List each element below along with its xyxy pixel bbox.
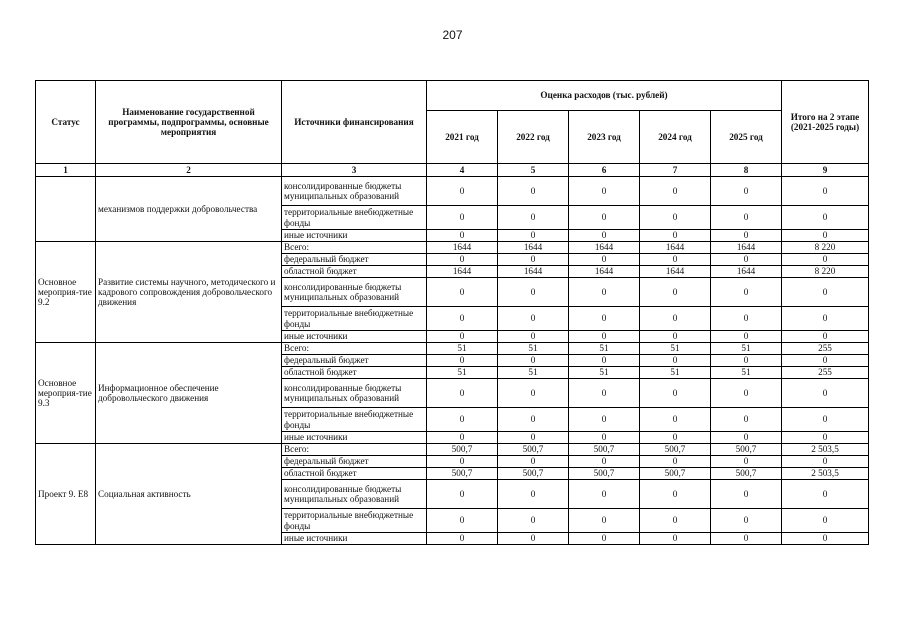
value-cell: 0	[498, 456, 569, 468]
header-estimate: Оценка расходов (тыс. рублей)	[427, 81, 782, 111]
value-cell: 0	[640, 480, 711, 509]
value-cell: 0	[711, 206, 782, 230]
value-cell: 0	[569, 331, 640, 343]
value-cell: 0	[711, 278, 782, 307]
value-cell: 0	[498, 355, 569, 367]
value-cell: 0	[427, 533, 498, 545]
value-cell: 0	[711, 456, 782, 468]
value-cell: 500,7	[427, 444, 498, 456]
value-cell: 0	[711, 379, 782, 408]
total-cell: 0	[782, 331, 869, 343]
value-cell: 1644	[498, 242, 569, 254]
value-cell: 0	[640, 177, 711, 206]
source-cell: консолидированные бюджеты муниципальных образований	[282, 177, 427, 206]
value-cell: 0	[640, 230, 711, 242]
value-cell: 0	[498, 177, 569, 206]
value-cell: 0	[711, 480, 782, 509]
value-cell: 0	[569, 254, 640, 266]
value-cell: 0	[427, 509, 498, 533]
value-cell: 0	[498, 307, 569, 331]
status-cell: Проект 9. Е8	[36, 444, 96, 545]
value-cell: 0	[569, 509, 640, 533]
source-cell: федеральный бюджет	[282, 355, 427, 367]
value-cell: 0	[427, 307, 498, 331]
value-cell: 0	[427, 408, 498, 432]
value-cell: 1644	[711, 242, 782, 254]
source-cell: иные источники	[282, 230, 427, 242]
value-cell: 0	[569, 307, 640, 331]
value-cell: 51	[640, 367, 711, 379]
table-row	[36, 242, 869, 254]
value-cell: 500,7	[711, 468, 782, 480]
value-cell: 51	[711, 343, 782, 355]
header-sources: Источники финансирования	[282, 81, 427, 164]
value-cell: 0	[640, 509, 711, 533]
value-cell: 0	[427, 331, 498, 343]
status-cell	[36, 177, 96, 242]
value-cell: 1644	[640, 266, 711, 278]
column-number: 2	[96, 164, 282, 177]
program-name-cell: Развитие системы научного, методического и кадрового сопровождения добровольческого движения	[96, 242, 282, 343]
value-cell: 0	[498, 206, 569, 230]
value-cell: 0	[640, 278, 711, 307]
value-cell: 0	[569, 379, 640, 408]
source-cell: территориальные внебюджетные фонды	[282, 509, 427, 533]
value-cell: 0	[711, 509, 782, 533]
value-cell: 0	[427, 355, 498, 367]
column-number: 3	[282, 164, 427, 177]
value-cell: 0	[427, 177, 498, 206]
value-cell: 1644	[711, 266, 782, 278]
value-cell: 0	[569, 533, 640, 545]
source-cell: Всего:	[282, 242, 427, 254]
value-cell: 0	[711, 355, 782, 367]
total-cell: 255	[782, 367, 869, 379]
budget-table	[35, 80, 869, 545]
total-cell: 0	[782, 533, 869, 545]
value-cell: 0	[640, 533, 711, 545]
value-cell: 51	[498, 343, 569, 355]
value-cell: 0	[498, 533, 569, 545]
value-cell: 51	[427, 367, 498, 379]
source-cell: иные источники	[282, 432, 427, 444]
value-cell: 0	[711, 307, 782, 331]
value-cell: 0	[427, 254, 498, 266]
header-year: 2025 год	[711, 111, 782, 164]
value-cell: 0	[569, 177, 640, 206]
value-cell: 0	[569, 278, 640, 307]
column-number: 8	[711, 164, 782, 177]
total-cell: 8 220	[782, 242, 869, 254]
value-cell: 51	[569, 343, 640, 355]
column-number: 5	[498, 164, 569, 177]
source-cell: консолидированные бюджеты муниципальных образований	[282, 480, 427, 509]
value-cell: 0	[498, 408, 569, 432]
value-cell: 0	[427, 432, 498, 444]
total-cell: 2 503,5	[782, 468, 869, 480]
source-cell: областной бюджет	[282, 266, 427, 278]
header-total: Итого на 2 этапе (2021-2025 годы)	[782, 81, 869, 164]
value-cell: 500,7	[711, 444, 782, 456]
value-cell: 0	[711, 331, 782, 343]
total-cell: 0	[782, 230, 869, 242]
source-cell: иные источники	[282, 533, 427, 545]
value-cell: 0	[640, 456, 711, 468]
header-year: 2023 год	[569, 111, 640, 164]
total-cell: 0	[782, 177, 869, 206]
value-cell: 51	[711, 367, 782, 379]
value-cell: 0	[640, 408, 711, 432]
table-row	[36, 444, 869, 456]
header-status: Статус	[36, 81, 96, 164]
value-cell: 0	[711, 177, 782, 206]
total-cell: 0	[782, 408, 869, 432]
value-cell: 0	[640, 254, 711, 266]
value-cell: 500,7	[640, 444, 711, 456]
value-cell: 0	[569, 408, 640, 432]
value-cell: 500,7	[427, 468, 498, 480]
value-cell: 0	[427, 278, 498, 307]
total-cell: 0	[782, 456, 869, 468]
value-cell: 500,7	[498, 468, 569, 480]
status-cell: Основное мероприя-тие 9.2	[36, 242, 96, 343]
source-cell: областной бюджет	[282, 367, 427, 379]
value-cell: 0	[498, 230, 569, 242]
value-cell: 0	[427, 230, 498, 242]
value-cell: 51	[569, 367, 640, 379]
value-cell: 0	[640, 355, 711, 367]
source-cell: территориальные внебюджетные фонды	[282, 206, 427, 230]
value-cell: 0	[569, 432, 640, 444]
value-cell: 1644	[569, 266, 640, 278]
value-cell: 51	[427, 343, 498, 355]
value-cell: 0	[569, 480, 640, 509]
value-cell: 500,7	[640, 468, 711, 480]
column-number: 6	[569, 164, 640, 177]
value-cell: 0	[711, 230, 782, 242]
value-cell: 500,7	[569, 444, 640, 456]
value-cell: 1644	[498, 266, 569, 278]
total-cell: 0	[782, 509, 869, 533]
value-cell: 0	[711, 408, 782, 432]
value-cell: 0	[711, 432, 782, 444]
column-number: 4	[427, 164, 498, 177]
value-cell: 0	[640, 206, 711, 230]
total-cell: 0	[782, 432, 869, 444]
total-cell: 2 503,5	[782, 444, 869, 456]
value-cell: 0	[711, 254, 782, 266]
value-cell: 1644	[427, 266, 498, 278]
total-cell: 255	[782, 343, 869, 355]
total-cell: 0	[782, 480, 869, 509]
value-cell: 0	[569, 355, 640, 367]
value-cell: 1644	[569, 242, 640, 254]
column-number: 7	[640, 164, 711, 177]
source-cell: Всего:	[282, 444, 427, 456]
value-cell: 0	[640, 331, 711, 343]
value-cell: 0	[640, 379, 711, 408]
header-year: 2022 год	[498, 111, 569, 164]
value-cell: 0	[569, 206, 640, 230]
source-cell: территориальные внебюджетные фонды	[282, 408, 427, 432]
value-cell: 0	[569, 456, 640, 468]
program-name-cell: Социальная активность	[96, 444, 282, 545]
column-number-row	[36, 164, 869, 177]
source-cell: иные источники	[282, 331, 427, 343]
value-cell: 0	[427, 456, 498, 468]
value-cell: 0	[711, 533, 782, 545]
value-cell: 0	[498, 254, 569, 266]
value-cell: 500,7	[569, 468, 640, 480]
value-cell: 0	[640, 307, 711, 331]
value-cell: 0	[569, 230, 640, 242]
table-row	[36, 343, 869, 355]
total-cell: 0	[782, 278, 869, 307]
source-cell: консолидированные бюджеты муниципальных образований	[282, 278, 427, 307]
program-name-cell: Информационное обеспечение добровольческого движения	[96, 343, 282, 444]
total-cell: 0	[782, 254, 869, 266]
value-cell: 51	[498, 367, 569, 379]
source-cell: консолидированные бюджеты муниципальных образований	[282, 379, 427, 408]
program-name-cell: механизмов поддержки добровольчества	[96, 177, 282, 242]
total-cell: 0	[782, 379, 869, 408]
value-cell: 0	[427, 206, 498, 230]
value-cell: 0	[498, 278, 569, 307]
value-cell: 1644	[427, 242, 498, 254]
table-row	[36, 177, 869, 206]
total-cell: 0	[782, 307, 869, 331]
total-cell: 0	[782, 206, 869, 230]
value-cell: 0	[498, 331, 569, 343]
value-cell: 0	[498, 480, 569, 509]
value-cell: 0	[427, 379, 498, 408]
source-cell: областной бюджет	[282, 468, 427, 480]
value-cell: 500,7	[498, 444, 569, 456]
total-cell: 8 220	[782, 266, 869, 278]
value-cell: 0	[498, 432, 569, 444]
header-name: Наименование государственной программы, подпрограммы, основные мероприятия	[96, 81, 282, 164]
value-cell: 0	[640, 432, 711, 444]
value-cell: 0	[427, 480, 498, 509]
total-cell: 0	[782, 355, 869, 367]
source-cell: федеральный бюджет	[282, 456, 427, 468]
header-year: 2021 год	[427, 111, 498, 164]
column-number: 1	[36, 164, 96, 177]
header-year: 2024 год	[640, 111, 711, 164]
page-number: 207	[442, 28, 463, 42]
value-cell: 0	[498, 509, 569, 533]
value-cell: 0	[498, 379, 569, 408]
column-number: 9	[782, 164, 869, 177]
status-cell: Основное мероприя-тие 9.3	[36, 343, 96, 444]
source-cell: территориальные внебюджетные фонды	[282, 307, 427, 331]
value-cell: 51	[640, 343, 711, 355]
source-cell: Всего:	[282, 343, 427, 355]
source-cell: федеральный бюджет	[282, 254, 427, 266]
value-cell: 1644	[640, 242, 711, 254]
